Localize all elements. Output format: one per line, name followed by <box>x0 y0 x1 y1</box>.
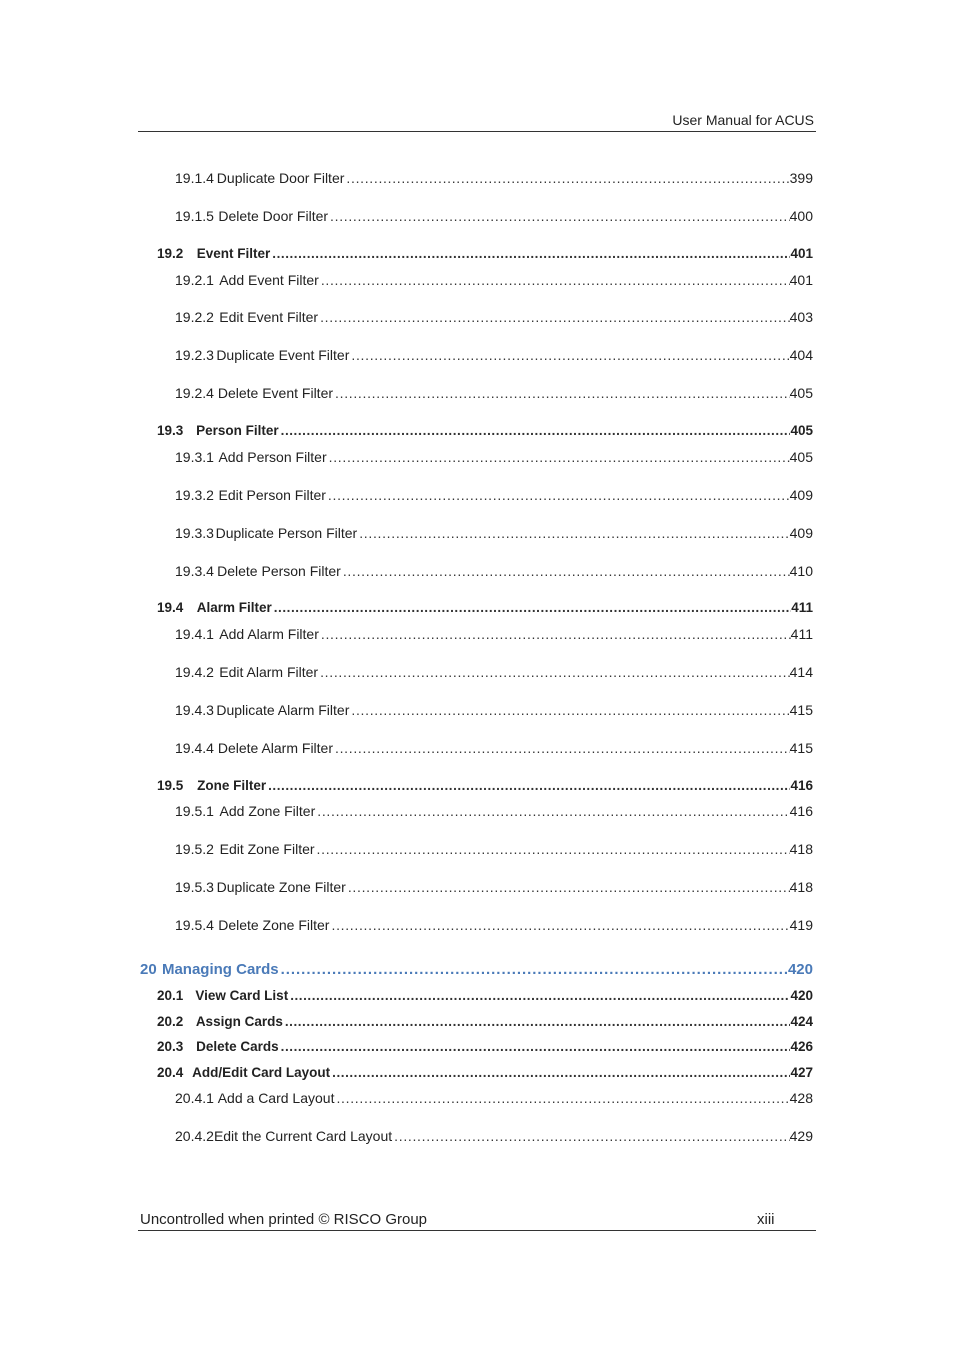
toc-entry-title: Delete Event Filter <box>217 385 334 401</box>
toc-entry[interactable] <box>157 423 813 438</box>
toc-dot-leader <box>343 563 790 579</box>
toc-dot-leader <box>394 1128 789 1144</box>
toc-entry[interactable] <box>175 917 813 933</box>
toc-dot-leader <box>348 879 790 895</box>
toc-entry-page: 419 <box>789 917 813 933</box>
toc-entry-page: 418 <box>789 841 813 857</box>
toc-entry-title: Add Alarm Filter <box>219 626 319 642</box>
toc-entry-title: Edit the Current Card Layout <box>213 1128 393 1144</box>
toc-entry-page: 411 <box>791 600 813 615</box>
toc-entry[interactable] <box>175 487 813 503</box>
toc-entry-title: Duplicate Alarm Filter <box>216 702 350 718</box>
toc-dot-leader <box>274 600 791 615</box>
toc-entry-page: 416 <box>790 778 813 793</box>
toc-dot-leader <box>335 740 790 756</box>
toc-entry-page: 405 <box>789 449 813 465</box>
toc-entry-number: 19.3 <box>157 423 184 438</box>
toc-entry-title: Duplicate Person Filter <box>215 525 358 541</box>
toc-dot-leader <box>320 664 790 680</box>
toc-entry-number: 20.4.1 <box>175 1090 214 1106</box>
toc-entry-page: 426 <box>790 1039 813 1054</box>
toc-entry-page: 400 <box>789 208 813 224</box>
toc-dot-leader <box>331 917 789 933</box>
toc-dot-leader <box>351 347 789 363</box>
toc-dot-leader <box>332 1065 790 1080</box>
toc-entry[interactable] <box>175 1090 813 1106</box>
toc-dot-leader <box>268 778 790 793</box>
toc-entry-title: Duplicate Zone Filter <box>216 879 346 895</box>
toc-entry-number: 20.3 <box>157 1039 184 1054</box>
toc-dot-leader <box>281 1039 791 1054</box>
footer-copyright: Uncontrolled when printed © RISCO Group <box>140 1211 428 1228</box>
toc-entry-page: 405 <box>790 423 813 438</box>
toc-entry-page: 416 <box>789 803 813 819</box>
toc-entry-title: Managing Cards <box>161 961 279 978</box>
toc-entry[interactable] <box>175 702 813 718</box>
toc-dot-leader <box>290 988 790 1003</box>
toc-dot-leader <box>285 1014 791 1029</box>
toc-entry-title: Delete Cards <box>196 1039 279 1054</box>
toc-entry-page: 404 <box>789 347 813 363</box>
toc-entry-page: 420 <box>787 961 813 978</box>
toc-entry-number: 19.3.3 <box>175 525 214 541</box>
toc-dot-leader <box>351 702 789 718</box>
toc-entry-number: 19.4.3 <box>175 702 214 718</box>
toc-entry-page: 424 <box>790 1014 813 1029</box>
toc-entry[interactable] <box>175 208 813 224</box>
toc-entry-number: 19.3.4 <box>175 563 214 579</box>
toc-dot-leader <box>320 309 790 325</box>
toc-entry[interactable] <box>175 664 813 680</box>
toc-entry-title: Event Filter <box>196 246 271 261</box>
toc-dot-leader <box>281 423 791 438</box>
toc-entry-number: 20.1 <box>157 988 184 1003</box>
toc-entry-number: 19.5.3 <box>175 879 214 895</box>
toc-entry-title: Delete Alarm Filter <box>217 740 334 756</box>
toc-entry-page: 399 <box>789 170 813 186</box>
toc-entry[interactable] <box>175 803 813 819</box>
toc-dot-leader <box>272 246 790 261</box>
toc-entry-number: 19.3.2 <box>175 487 214 503</box>
toc-entry[interactable] <box>175 841 813 857</box>
toc-entry-number: 19.5.4 <box>175 917 214 933</box>
toc-dot-leader <box>281 961 788 978</box>
toc-entry-number: 19.4.2 <box>175 664 214 680</box>
toc-entry[interactable] <box>157 1065 813 1080</box>
toc-entry-number: 19.2.3 <box>175 347 214 363</box>
toc-entry[interactable] <box>157 1039 813 1054</box>
toc-entry-title: Edit Alarm Filter <box>219 664 319 680</box>
toc-entry-title: Duplicate Door Filter <box>216 170 345 186</box>
toc-entry-page: 428 <box>789 1090 813 1106</box>
toc-dot-leader <box>317 803 789 819</box>
toc-entry[interactable] <box>175 347 813 363</box>
toc-entry-number: 19.2.1 <box>175 272 214 288</box>
footer-page-number: xiii <box>757 1211 775 1228</box>
toc-entry[interactable] <box>175 563 813 579</box>
toc-entry[interactable] <box>157 988 813 1003</box>
toc-entry-page: 420 <box>790 988 813 1003</box>
toc-entry[interactable] <box>175 879 813 895</box>
toc-dot-leader <box>359 525 789 541</box>
document-title: User Manual for ACUS <box>672 112 814 128</box>
toc-entry[interactable] <box>140 961 813 978</box>
toc-entry[interactable] <box>175 385 813 401</box>
toc-entry-number: 19.3.1 <box>175 449 214 465</box>
toc-entry[interactable] <box>157 600 813 615</box>
toc-entry-title: Add/Edit Card Layout <box>192 1065 331 1080</box>
toc-entry-title: Assign Cards <box>195 1014 283 1029</box>
toc-entry-number: 19.5.2 <box>175 841 214 857</box>
toc-entry[interactable] <box>175 170 813 186</box>
toc-entry-title: Add Person Filter <box>218 449 327 465</box>
footer-divider <box>138 1230 816 1231</box>
toc-dot-leader <box>330 208 790 224</box>
toc-entry-title: Delete Zone Filter <box>218 917 330 933</box>
toc-entry-page: 410 <box>789 563 813 579</box>
toc-entry-number: 19.5 <box>157 778 184 793</box>
toc-entry[interactable] <box>157 246 813 261</box>
toc-entry-page: 405 <box>789 385 813 401</box>
toc-dot-leader <box>329 449 790 465</box>
toc-entry-number: 20.2 <box>157 1014 184 1029</box>
toc-dot-leader <box>335 385 790 401</box>
toc-entry-number: 19.4.1 <box>175 626 214 642</box>
toc-entry-title: Alarm Filter <box>196 600 272 615</box>
toc-dot-leader <box>317 841 790 857</box>
toc-entry-page: 415 <box>789 702 813 718</box>
toc-entry-number: 20.4 <box>157 1065 184 1080</box>
toc-entry[interactable] <box>157 1014 813 1029</box>
toc-entry-number: 19.5.1 <box>175 803 214 819</box>
toc-entry-number: 19.2.2 <box>175 309 214 325</box>
toc-entry-title: Add Zone Filter <box>219 803 316 819</box>
toc-entry[interactable] <box>175 525 813 541</box>
toc-entry-number: 19.1.4 <box>175 170 214 186</box>
toc-entry-title: Edit Person Filter <box>218 487 326 503</box>
toc-dot-leader <box>328 487 790 503</box>
toc-entry-number: 20.4.2 <box>175 1128 214 1144</box>
toc-entry-page: 409 <box>789 525 813 541</box>
toc-entry-number: 19.4 <box>157 600 184 615</box>
toc-dot-leader <box>336 1090 789 1106</box>
toc-entry-title: Delete Person Filter <box>217 563 341 579</box>
toc-entry-title: Add a Card Layout <box>217 1090 335 1106</box>
toc-entry-title: Edit Event Filter <box>219 309 319 325</box>
toc-entry-page: 401 <box>789 272 813 288</box>
toc-entry-page: 411 <box>790 626 813 642</box>
toc-entry-title: Duplicate Event Filter <box>216 347 350 363</box>
toc-entry-number: 19.2 <box>157 246 184 261</box>
toc-dot-leader <box>346 170 789 186</box>
toc-entry-number: 19.1.5 <box>175 208 214 224</box>
toc-dot-leader <box>321 272 790 288</box>
toc-entry-title: View Card List <box>195 988 289 1003</box>
toc-entry[interactable] <box>175 740 813 756</box>
toc-entry[interactable] <box>175 449 813 465</box>
toc-entry-title: Add Event Filter <box>219 272 319 288</box>
toc-entry-number: 19.2.4 <box>175 385 214 401</box>
toc-entry-page: 414 <box>789 664 813 680</box>
toc-entry-page: 418 <box>789 879 813 895</box>
toc-entry-page: 429 <box>789 1128 813 1144</box>
toc-entry-title: Delete Door Filter <box>218 208 329 224</box>
toc-entry-number: 20 <box>140 961 157 978</box>
toc-entry[interactable] <box>175 309 813 325</box>
toc-dot-leader <box>321 626 791 642</box>
toc-entry[interactable] <box>175 272 813 288</box>
toc-entry[interactable] <box>175 1128 813 1144</box>
toc-entry-page: 415 <box>789 740 813 756</box>
toc-entry-title: Edit Zone Filter <box>219 841 315 857</box>
toc-entry-number: 19.4.4 <box>175 740 214 756</box>
toc-entry-page: 403 <box>789 309 813 325</box>
toc-entry-page: 409 <box>789 487 813 503</box>
toc-entry-title: Person Filter <box>196 423 279 438</box>
toc-entry-title: Zone Filter <box>197 778 267 793</box>
toc-entry[interactable] <box>157 778 813 793</box>
toc-entry-page: 427 <box>790 1065 813 1080</box>
toc-entry[interactable] <box>175 626 813 642</box>
toc-entry-page: 401 <box>790 246 813 261</box>
